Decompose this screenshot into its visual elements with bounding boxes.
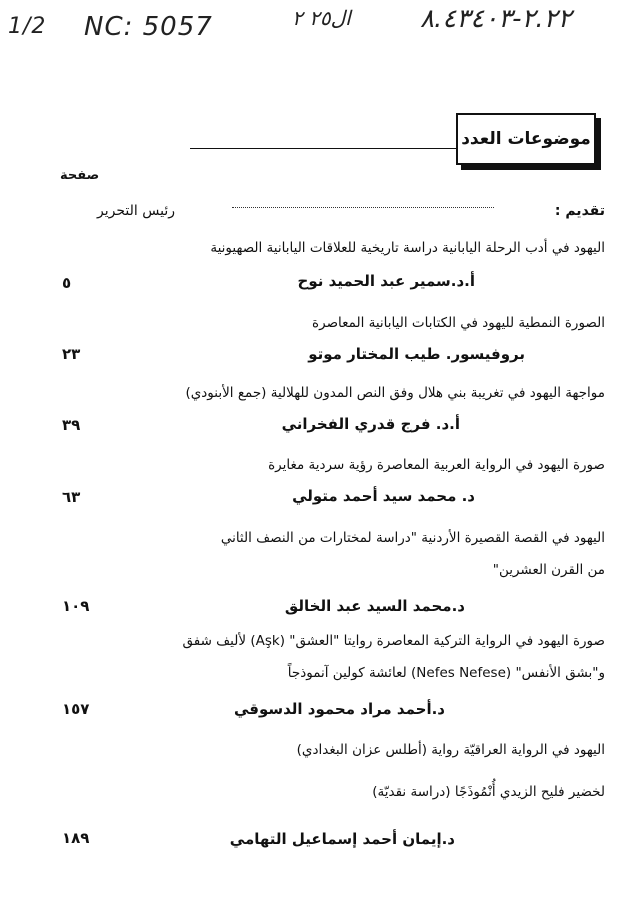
entry-page: ٣٩ — [62, 416, 81, 434]
entry-page: ٦٣ — [62, 488, 81, 506]
entry-title-line: و"بشق الأنفس" (Nefes Nefese) لعائشة كولين آنموذجاً — [287, 665, 605, 681]
handwritten-page-fraction: 1/2 — [8, 14, 47, 39]
entry-author: أ.د.سمير عبد الحميد نوح — [297, 272, 475, 290]
entry-title-line: اليهود في أدب الرحلة اليابانية دراسة تاريخية للعلاقات اليابانية الصهيونية — [210, 240, 605, 256]
entry-author: د.محمد السيد عبد الخالق — [284, 597, 465, 615]
handwritten-mark: ال٢٥ ٢ — [292, 6, 351, 30]
header-rule — [190, 148, 460, 149]
entry-page: ١٠٩ — [62, 597, 90, 615]
handwritten-nc-number: NC: 5057 — [84, 12, 213, 42]
entry-title-line: اليهود في القصة القصيرة الأردنية "دراسة لمختارات من النصف الثاني — [220, 530, 605, 546]
entry-page: ٢٣ — [62, 345, 81, 363]
entry-title-line: من القرن العشرين" — [492, 562, 605, 578]
entry-title-line: صورة اليهود في الرواية التركية المعاصرة روايتا "العشق" (Aşk) لأليف شفق — [182, 633, 605, 649]
entry-title-line: لخضير فليح الزيدي أُنْمُوذَجًا (دراسة نقديّة) — [372, 784, 605, 800]
header-title: موضوعات العدد — [461, 129, 591, 149]
intro-label: تقديم : — [554, 203, 605, 219]
entry-title-line: اليهود في الرواية العراقيّة رواية (أطلس عزان البغدادي) — [296, 742, 605, 758]
entry-page: ١٨٩ — [62, 829, 90, 847]
entry-author: أ.د. فرج قدري الفخراني — [281, 415, 460, 433]
entry-author: د.أحمد مراد محمود الدسوقي — [233, 700, 445, 718]
entry-title-line: صورة اليهود في الرواية العربية المعاصرة رؤية سردية مغايرة — [268, 457, 605, 473]
entry-author: د.إيمان أحمد إسماعيل التهامي — [229, 830, 455, 848]
intro-author: رئيس التحرير — [97, 203, 175, 219]
entry-author: بروفيسور. طيب المختار موتو — [308, 345, 525, 363]
page-column-label: صفحة — [60, 168, 100, 183]
entry-author: د. محمد سيد أحمد متولي — [292, 487, 475, 505]
intro-leader-dots — [232, 207, 494, 208]
handwritten-code: ٢.٢٢-٨.٤٣٤٠٣ — [420, 4, 572, 34]
entry-page: ١٥٧ — [62, 700, 90, 718]
header-box — [456, 113, 596, 165]
entry-page: ٥ — [62, 274, 72, 292]
entry-title-line: مواجهة اليهود في تغريبة بني هلال وفق النص المدون للهلالية (جمع الأبنودي) — [185, 385, 605, 401]
entry-title-line: الصورة النمطية لليهود في الكتابات اليابانية المعاصرة — [312, 315, 605, 331]
